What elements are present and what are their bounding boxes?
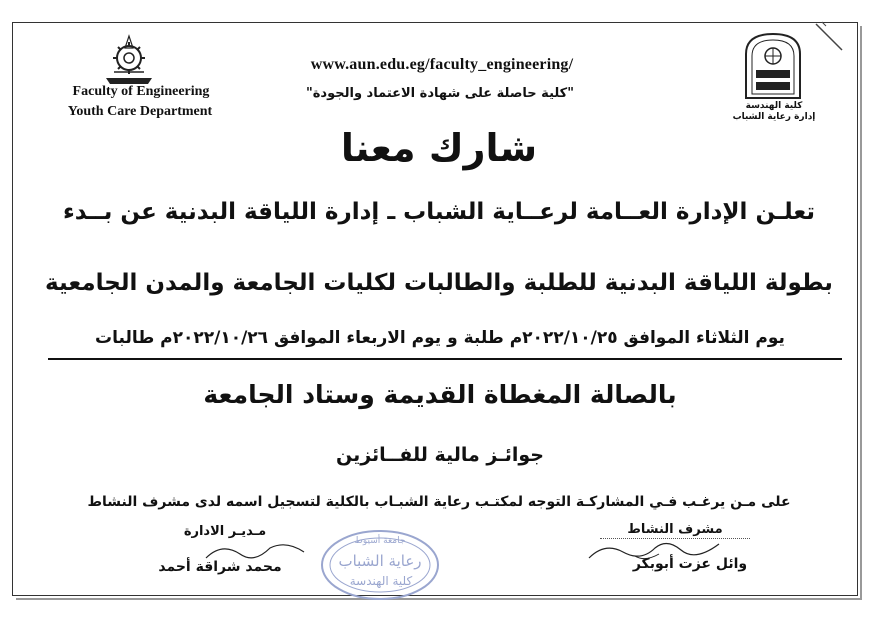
director-title: مـديـر الادارة	[183, 524, 267, 539]
website-url: www.aun.edu.eg/faculty_engineering/	[310, 56, 574, 73]
department-name-ar: إدارة رعاية الشباب	[732, 112, 816, 122]
announcement-dates: يوم الثلاثاء الموافق ٢٠٢٢/١٠/٢٥م طلبة و يوم الاربعاء الموافق ٢٠٢٢/١٠/٢٦م طالبات	[95, 328, 785, 348]
accreditation-note: "كلية حاصلة على شهادة الاعتماد والجودة"	[305, 86, 575, 101]
announcement-line-2: بطولة اللياقة البدنية للطلبة والطالبات لكليات الجامعة والمدن الجامعية	[45, 270, 833, 296]
announcement-venue: بالصالة المغطاة القديمة وستاد الجامعة	[203, 380, 677, 409]
stamp-text-bottom: كلية الهندسة	[349, 574, 413, 588]
director-name: محمد شراقة أحمد	[158, 559, 282, 575]
engineering-gear-logo-icon	[100, 34, 158, 86]
announcement-line-1: تعلـن الإدارة العــامة لرعــاية الشباب ـ إدارة اللياقة البدنية عن بــدء	[62, 199, 816, 225]
assiut-university-logo-icon	[740, 30, 806, 102]
stamp-text-top: جامعة أسيوط	[354, 536, 406, 546]
registration-instructions: على مـن يرغـب فـي المشاركـة التوجه لمكتـب رعاية الشبـاب بالكلية لتسجيل اسمه لدى مشرف النشاط	[87, 494, 791, 510]
activity-supervisor-title: مشرف النشاط	[627, 522, 723, 537]
stamp-text-middle: رعاية الشباب	[338, 552, 422, 570]
faculty-name-ar: كلية الهندسة	[745, 101, 803, 111]
pen-mark-icon	[812, 20, 848, 56]
handwritten-signature-right	[585, 534, 725, 564]
activity-supervisor-name: وائل عزت أبوبكر	[632, 556, 748, 572]
handwritten-signature-left	[200, 538, 310, 564]
dates-underline	[48, 358, 842, 360]
department-name-en: Youth Care Department	[67, 104, 213, 119]
announcement-prizes: جوائـز مالية للفــائزين	[336, 444, 544, 466]
headline: شارك معنا	[340, 126, 538, 170]
faculty-name-en: Faculty of Engineering	[72, 84, 210, 99]
